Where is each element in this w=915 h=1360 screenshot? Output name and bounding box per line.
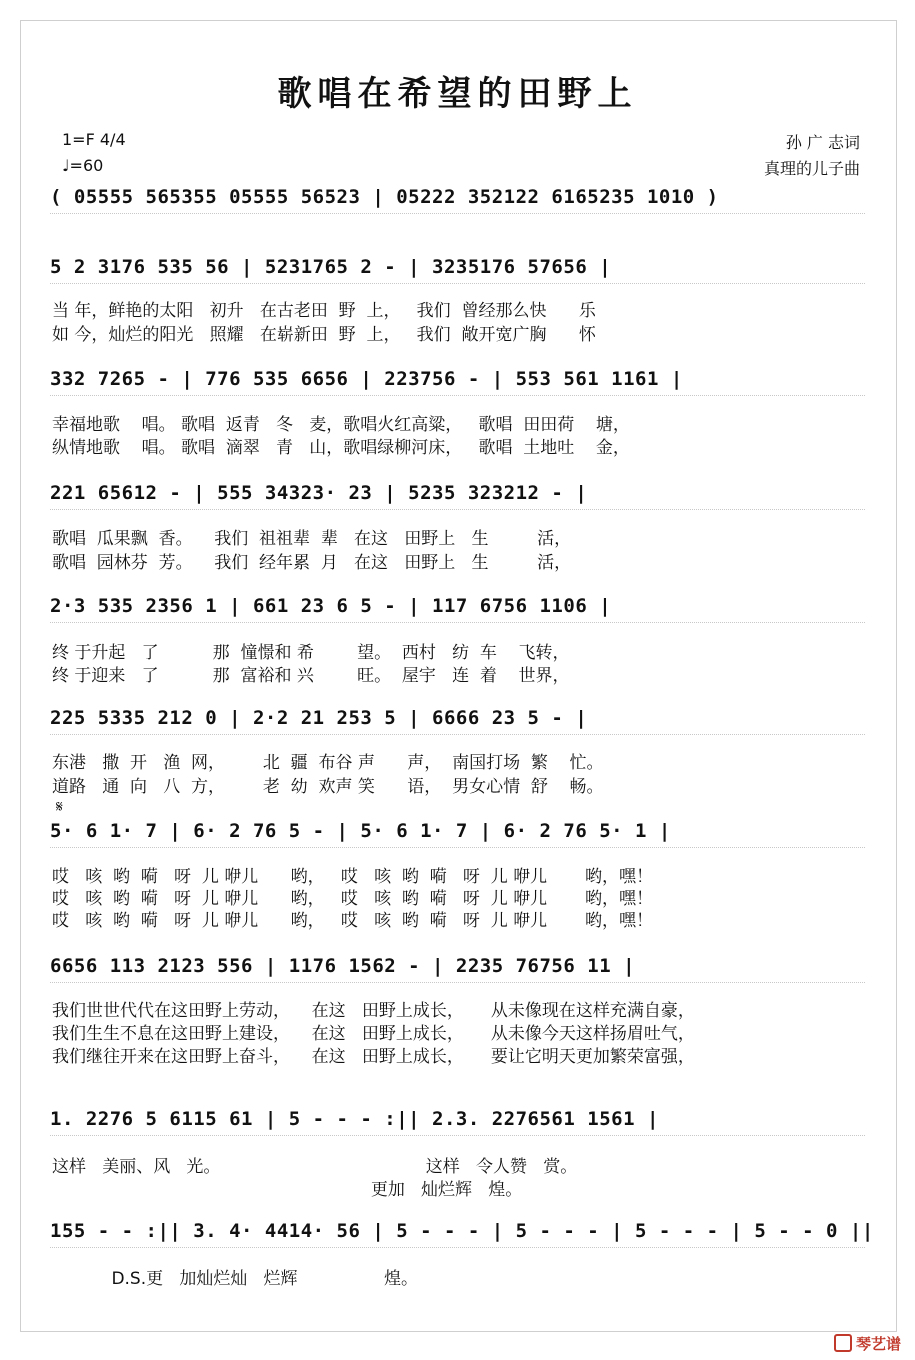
lyric-line: 我们世世代代在这田野上劳动， 在这 田野上成长， 从未像现在这样充满自豪， [52,1001,695,1021]
lyric-line: 歌唱 园林芬 芳。 我们 经年累 月 在这 田野上 生 活， [52,553,572,573]
tempo-marking: ♩=60 [62,156,104,175]
lyric-line: 哎 咳 哟 嗬 呀 儿 咿儿 哟， 哎 咳 哟 嗬 呀 儿 咿儿 哟，嘿！ [52,911,653,931]
song-title: 歌唱在希望的田野上 [277,74,638,114]
segno-sign: 𝄋 [56,797,63,816]
composer-credit: 真理的儿子曲 [763,159,860,178]
key-signature: 1=F 4/4 [62,130,126,149]
notation-row: 221 65612 - | 555 34323· 23 | 5235 323212 - | [50,482,865,504]
lyric-line: 哎 咳 哟 嗬 呀 儿 咿儿 哟， 哎 咳 哟 嗬 呀 儿 咿儿 哟，嘿！ [52,889,653,909]
brand-logo-icon [834,1334,852,1352]
notation-row: ( 05555 565355 05555 56523 | 05222 352122 6165235 1010 ) [50,186,865,208]
lyric-line: 终 于迎来 了 那 富裕和 兴 旺。 屋宇 连 着 世界， [52,666,570,686]
lyric-line: 幸福地歌 唱。 歌唱 返青 冬 麦，歌唱火红高粱， 歌唱 田田荷 塘， [52,415,630,435]
lyric-line: 歌唱 瓜果飘 香。 我们 祖祖辈 辈 在这 田野上 生 活， [52,529,572,549]
lyric-line: 道路 通 向 八 方， 老 幼 欢声 笑 语， 男女心情 舒 畅。 [52,777,604,797]
brand-name: 琴艺谱 [855,1335,901,1353]
lyric-line: 纵情地歌 唱。 歌唱 滴翠 青 山，歌唱绿柳河床， 歌唱 土地吐 金， [52,438,630,458]
lyric-line: 我们生生不息在这田野上建设， 在这 田野上成长， 从未像今天这样扬眉吐气， [52,1024,695,1044]
notation-row: 155 - - :|| 3. 4· 4414· 56 | 5 - - - | 5 - - - | 5 - - - | 5 - - 0 || [50,1220,874,1242]
lyric-line: 东港 撒 开 渔 网， 北 疆 布谷 声 声， 南国打场 繁 忙。 [52,753,604,773]
notation-row: 2·3 535 2356 1 | 661 23 6 5 - | 117 6756 1106 | [50,595,865,617]
notation-row: 6656 113 2123 556 | 1176 1562 - | 2235 76756 11 | [50,955,865,977]
notation-row: 1. 2276 5 6115 61 | 5 - - - :|| 2.3. 2276561 1561 | [50,1108,865,1130]
lyric-line: 这样 美丽、风 光。 这样 令人赞 赏。 [52,1157,578,1177]
notation-row: 225 5335 212 0 | 2·2 21 253 5 | 6666 23 5 - | [50,707,865,729]
notation-row: 5· 6 1· 7 | 6· 2 76 5 - | 5· 6 1· 7 | 6· 2 76 5· 1 | [50,820,865,842]
lyricist-credit: 孙 广 志词 [785,133,860,152]
lyric-line: 如 今，灿烂的阳光 照耀 在崭新田 野 上， 我们 敞开宽广胸 怀 [52,325,596,345]
lyric-line: 当 年，鲜艳的太阳 初升 在古老田 野 上， 我们 曾经那么快 乐 [52,301,596,321]
brand-logo [834,1333,901,1354]
notation-row: 332 7265 - | 776 535 6656 | 223756 - | 553 561 1161 | [50,368,865,390]
notation-row: 5 2 3176 535 56 | 5231765 2 - | 3235176 57656 | [50,256,865,278]
lyric-line: 哎 咳 哟 嗬 呀 儿 咿儿 哟， 哎 咳 哟 嗬 呀 儿 咿儿 哟，嘿！ [52,867,653,887]
lyric-line: 更加 灿烂辉 煌。 [52,1180,523,1200]
lyric-line: 终 于升起 了 那 憧憬和 希 望。 西村 纺 车 飞转， [52,643,570,663]
lyric-line: 我们继往开来在这田野上奋斗， 在这 田野上成长， 要让它明天更加繁荣富强， [52,1047,695,1067]
lyric-line: D.S.更 加灿烂灿 烂辉 煌。 [52,1269,419,1289]
